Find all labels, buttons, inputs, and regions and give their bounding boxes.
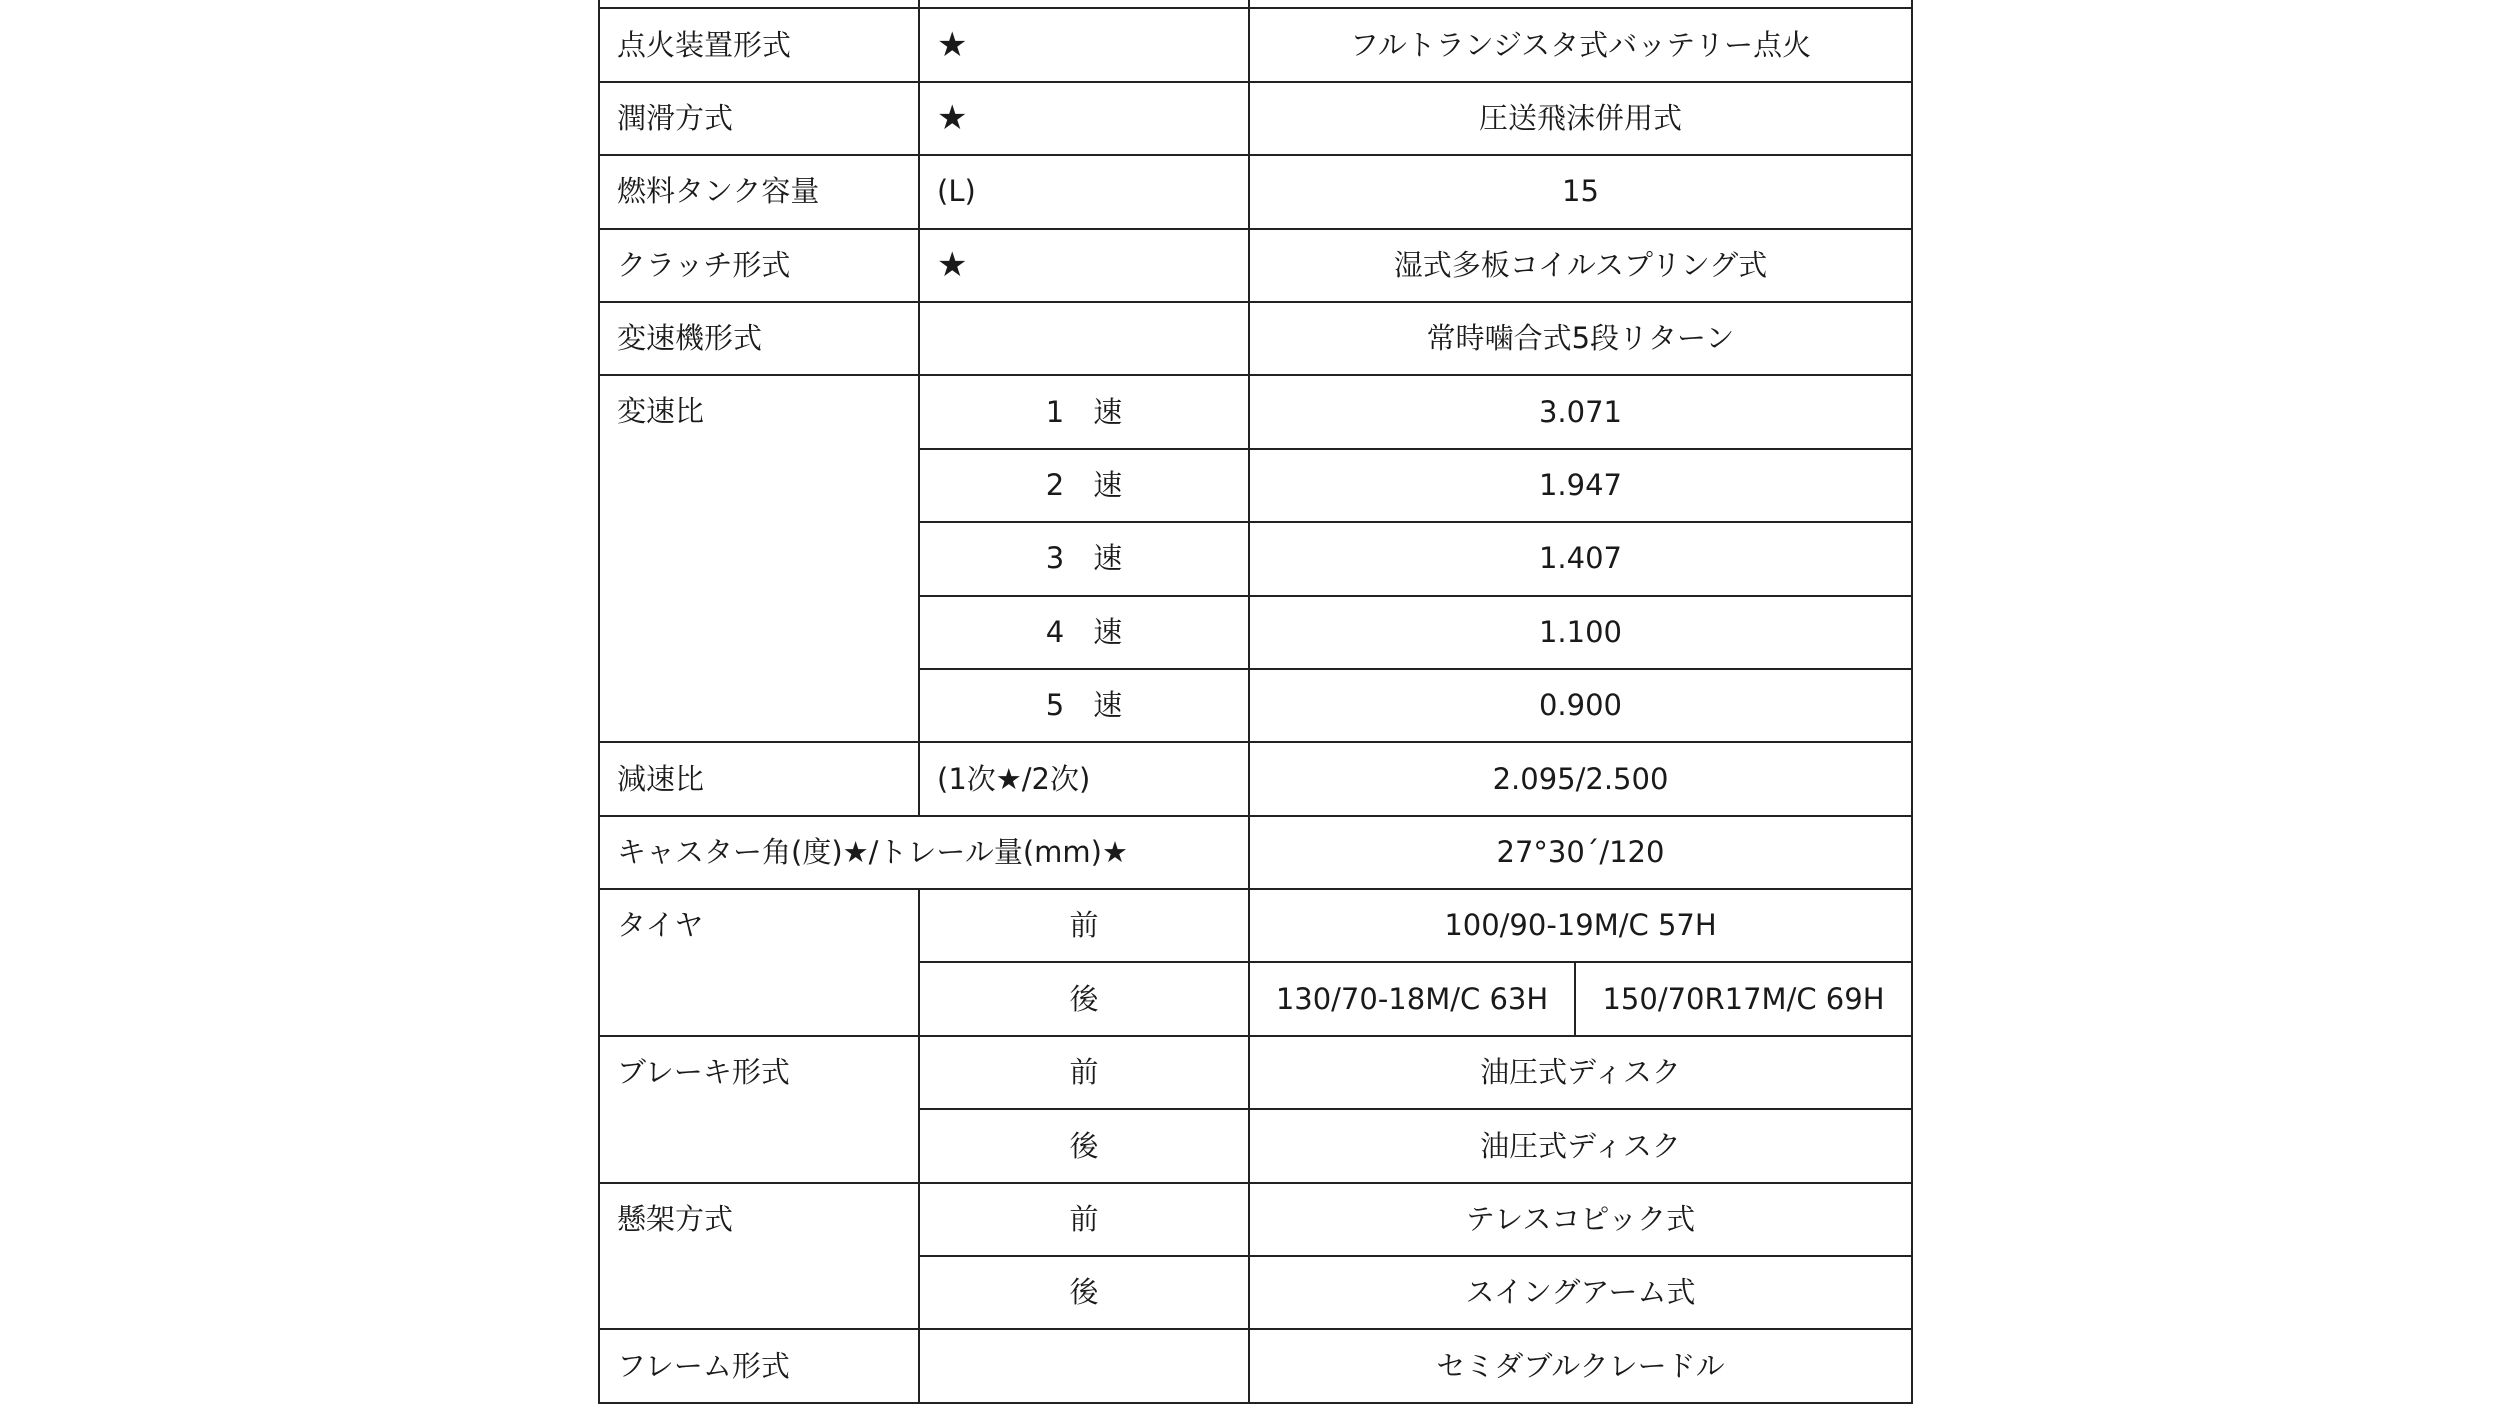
table-row-brake-front [599, 1036, 1912, 1109]
lubrication-label: 潤滑方式 [599, 82, 919, 155]
tire-rear-value-b: 150/70R17M/C 69H [1575, 962, 1912, 1035]
reduction-label: 減速比 [599, 742, 919, 815]
table-row-reduction [599, 742, 1912, 815]
gear-4-value: 1.100 [1249, 596, 1912, 669]
table-row [599, 0, 1912, 8]
suspension-front-value: テレスコピック式 [1249, 1183, 1912, 1256]
table-row-fuel-tank [599, 155, 1912, 228]
lubrication-value: 圧送飛沫併用式 [1249, 82, 1912, 155]
clutch-label: クラッチ形式 [599, 229, 919, 302]
fuel-tank-value: 15 [1249, 155, 1912, 228]
brake-rear-label: 後 [919, 1109, 1249, 1182]
ignition-star: ★ [937, 24, 968, 65]
tire-rear-value-a: 130/70-18M/C 63H [1249, 962, 1575, 1035]
frame-value: セミダブルクレードル [1249, 1329, 1912, 1403]
frame-unit [919, 1329, 1249, 1403]
gear-5-value: 0.900 [1249, 669, 1912, 742]
suspension-rear-value: スイングアーム式 [1249, 1256, 1912, 1329]
gear-1-name: 1 速 [919, 375, 1249, 448]
table-row-suspension-front [599, 1183, 1912, 1256]
transmission-unit [919, 302, 1249, 375]
gear-1-value: 3.071 [1249, 375, 1912, 448]
tire-rear-label: 後 [919, 962, 1249, 1035]
top-row-unit [919, 0, 1249, 8]
gear-ratio-label: 変速比 [599, 375, 919, 742]
table-row-transmission [599, 302, 1912, 375]
clutch-star: ★ [937, 244, 968, 285]
spec-table [598, 0, 1913, 1404]
top-row-value [1249, 0, 1912, 8]
fuel-tank-unit: (L) [919, 155, 1249, 228]
ignition-label: 点火装置形式 [599, 8, 919, 81]
table-row-ignition [599, 8, 1912, 81]
tire-front-label: 前 [919, 889, 1249, 962]
gear-2-name: 2 速 [919, 449, 1249, 522]
suspension-rear-label: 後 [919, 1256, 1249, 1329]
gear-5-name: 5 速 [919, 669, 1249, 742]
transmission-value: 常時噛合式5段リターン [1249, 302, 1912, 375]
brake-front-label: 前 [919, 1036, 1249, 1109]
tire-label: タイヤ [599, 889, 919, 1036]
gear-3-name: 3 速 [919, 522, 1249, 595]
caster-value: 27°30´/120 [1249, 816, 1912, 889]
brake-front-value: 油圧式ディスク [1249, 1036, 1912, 1109]
table-row-frame [599, 1329, 1912, 1403]
gear-4-name: 4 速 [919, 596, 1249, 669]
brake-rear-value: 油圧式ディスク [1249, 1109, 1912, 1182]
fuel-tank-label: 燃料タンク容量 [599, 155, 919, 228]
reduction-value: 2.095/2.500 [1249, 742, 1912, 815]
table-row-clutch [599, 229, 1912, 302]
gear-3-value: 1.407 [1249, 522, 1912, 595]
suspension-label: 懸架方式 [599, 1183, 919, 1330]
table-row-caster [599, 816, 1912, 889]
caster-label: キャスター角(度)★/トレール量(mm)★ [599, 816, 1249, 889]
brake-label: ブレーキ形式 [599, 1036, 919, 1183]
table-row-gear-1 [599, 375, 1912, 448]
table-row-tire-front [599, 889, 1912, 962]
gear-2-value: 1.947 [1249, 449, 1912, 522]
transmission-label: 変速機形式 [599, 302, 919, 375]
ignition-value: フルトランジスタ式バッテリー点火 [1249, 8, 1912, 81]
tire-front-value: 100/90-19M/C 57H [1249, 889, 1912, 962]
clutch-value: 湿式多板コイルスプリング式 [1249, 229, 1912, 302]
frame-label: フレーム形式 [599, 1329, 919, 1403]
suspension-front-label: 前 [919, 1183, 1249, 1256]
top-row-label [599, 0, 919, 8]
reduction-unit: (1次★/2次) [919, 742, 1249, 815]
lubrication-star: ★ [937, 98, 968, 139]
table-row-lubrication [599, 82, 1912, 155]
